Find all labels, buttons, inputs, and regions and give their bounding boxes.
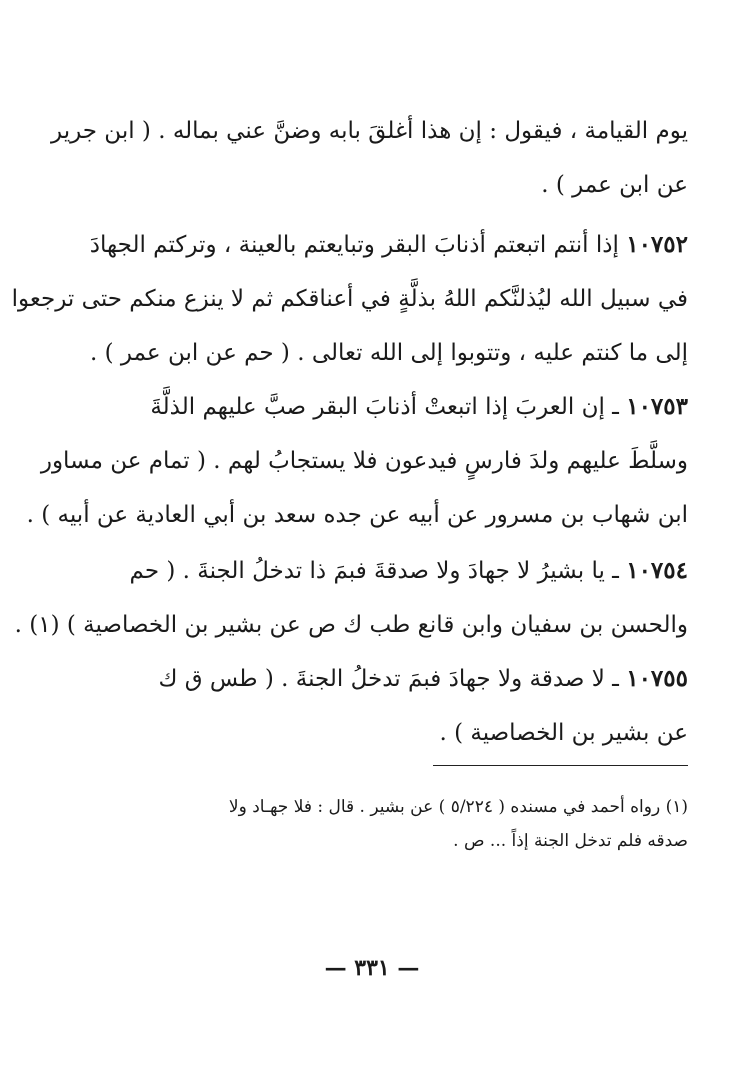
entry-number: ١٠٧٥٣ — [626, 393, 688, 420]
text-line: يوم القيامة ، فيقول : إن هذا أغلقَ بابه وضنَّ عني بماله . ( ابن جرير — [51, 118, 688, 144]
hadith-entry-10753 — [26, 380, 688, 542]
footnote-line: صدقه فلم تدخل الجنة إذاً ... ص . — [453, 831, 688, 851]
entry-number: ١٠٧٥٢ — [626, 231, 688, 258]
footnote-line: (١) رواه أحمد في مسنده ( ٥/٢٢٤ ) عن بشير . قال : فلا جهـاد ولا — [228, 797, 688, 817]
page-number: — ٣٣١ — — [324, 955, 420, 981]
footnote-divider — [433, 765, 688, 766]
text-line: ابن شهاب بن مسرور عن أبيه عن جده سعد بن أبي العادية عن أبيه ) . — [26, 502, 688, 528]
text-line: إذا أنتم اتبعتم أذنابَ البقر وتبايعتم بالعينة ، وتركتم الجهادَ — [89, 232, 619, 258]
entry-number: ١٠٧٥٥ — [626, 665, 688, 692]
text-line: ـ إن العربَ إذا اتبعتْ أذنابَ البقر صبَّ عليهم الذلَّةَ — [150, 394, 619, 420]
text-line: في سبيل الله ليُذلنَّكم اللهُ بذلَّةٍ في أعناقكم ثم لا ينزع منكم حتى ترجعوا — [11, 286, 688, 312]
entry-continuation — [51, 104, 688, 212]
text-line: عن بشير بن الخصاصية ) . — [439, 720, 688, 746]
entry-number: ١٠٧٥٤ — [626, 557, 688, 584]
text-line: إلى ما كنتم عليه ، وتتوبوا إلى الله تعالى . ( حم عن ابن عمر ) . — [90, 340, 688, 366]
footnote — [126, 790, 688, 858]
hadith-entry-10755 — [70, 652, 688, 760]
hadith-entry-10752 — [11, 218, 688, 380]
text-line: ـ لا صدقة ولا جهادَ فبمَ تدخلُ الجنةَ . ( طس ق ك — [158, 666, 619, 692]
text-line: ـ يا بشيرُ لا جهادَ ولا صدقةَ فبمَ ذا تدخلُ الجنةَ . ( حم — [129, 558, 619, 584]
text-line: والحسن بن سفيان وابن قانع طب ك ص عن بشير بن الخصاصية ) (١) . — [14, 612, 688, 638]
text-line: عن ابن عمر ) . — [541, 172, 688, 198]
hadith-entry-10754 — [14, 544, 688, 652]
text-line: وسلَّطَ عليهم ولدَ فارسٍ فيدعون فلا يستجابُ لهم . ( تمام عن مساور — [40, 448, 688, 474]
